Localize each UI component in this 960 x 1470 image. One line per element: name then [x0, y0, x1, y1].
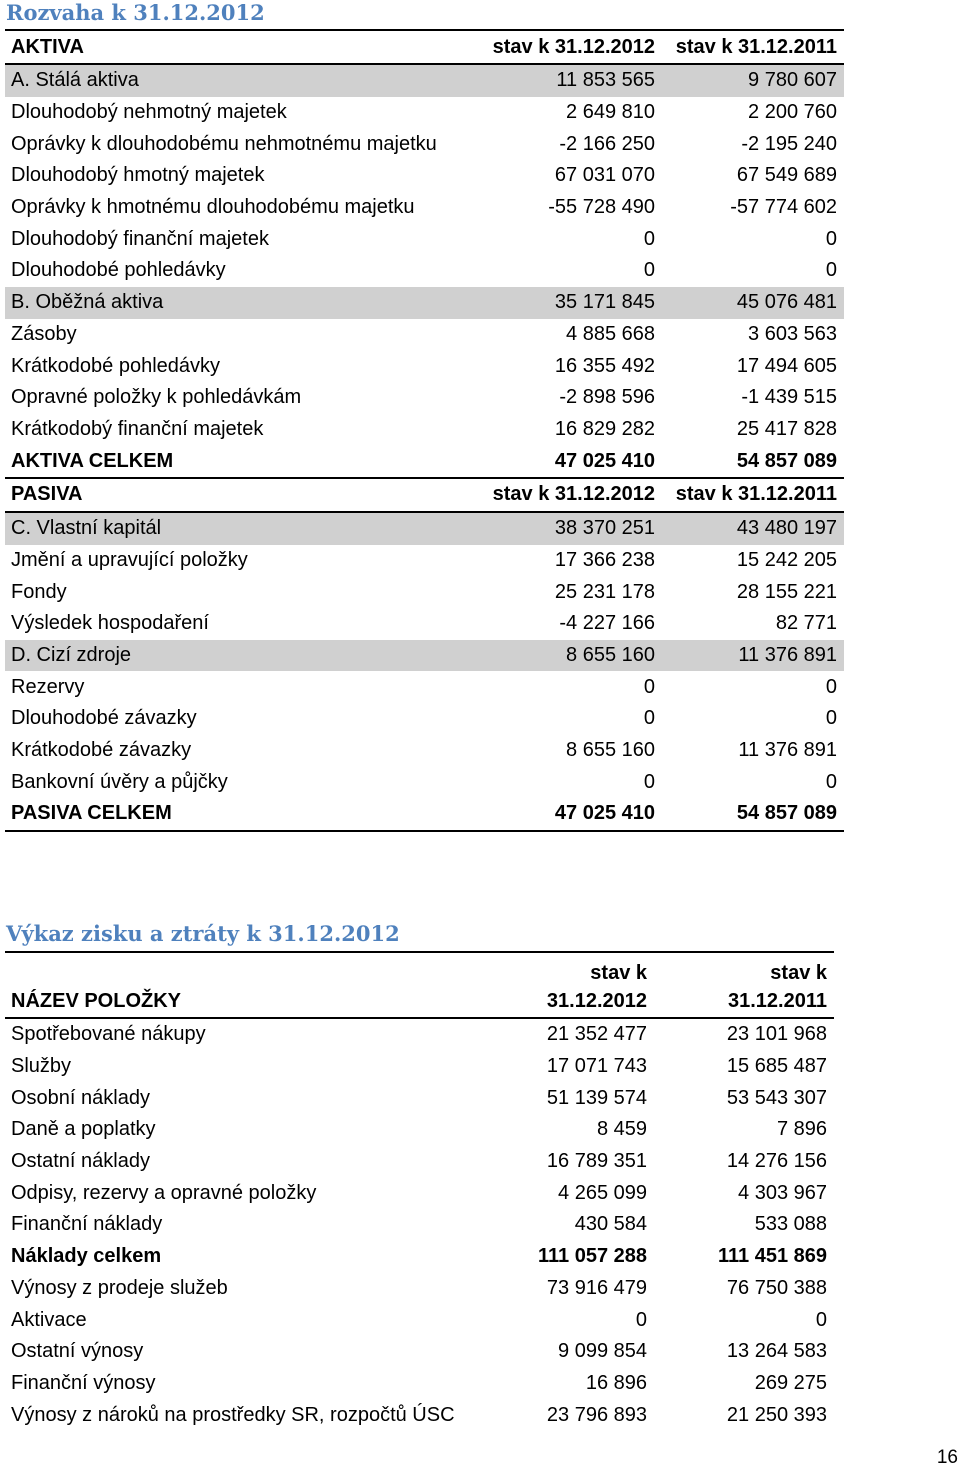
value-2012: 0	[635, 1308, 647, 1331]
row-label: Jmění a upravující položky	[11, 548, 248, 571]
table-row	[5, 608, 844, 640]
table-row	[5, 576, 844, 608]
assets-header-row	[5, 30, 844, 64]
row-label: Služby	[11, 1055, 72, 1078]
costs-total-row	[5, 1241, 834, 1273]
value-2011: 43 480 197	[662, 512, 844, 545]
value-2012: -2 898 596	[559, 386, 655, 409]
value-2012: -4 227 166	[559, 612, 655, 635]
value-2012: 0	[643, 227, 655, 250]
table-row	[5, 1368, 834, 1400]
value-2011: 82 771	[775, 612, 837, 635]
table-row	[5, 192, 844, 224]
value-2011: 28 155 221	[736, 580, 837, 603]
value-2012: 8 459	[596, 1118, 647, 1141]
table-row	[5, 319, 844, 351]
table-row	[5, 1051, 834, 1083]
table-row	[5, 414, 844, 446]
value-2011: 0	[825, 259, 837, 282]
value-2011: 53 543 307	[726, 1086, 827, 1109]
table-row	[5, 1304, 834, 1336]
row-label: Fondy	[11, 580, 67, 603]
row-label: Dlouhodobé pohledávky	[11, 259, 226, 282]
section-label-liabilities: PASIVA	[5, 478, 480, 512]
table-row	[5, 1336, 834, 1368]
table-row	[5, 382, 844, 414]
row-label: Opravné položky k pohledávkám	[11, 386, 302, 409]
value-2011: 0	[825, 227, 837, 250]
column-header-2011: stav k 31.12.2011	[662, 30, 844, 64]
column-header-2012: stav k 31.12.2012	[480, 952, 654, 1018]
table-row	[5, 1177, 834, 1209]
value-2012: 38 370 251	[480, 512, 662, 545]
value-2011: 15 242 205	[736, 548, 837, 571]
row-label: Finanční náklady	[11, 1213, 163, 1236]
balance-sheet-title: Rozvaha k 31.12.2012	[6, 0, 265, 25]
table-row	[5, 223, 844, 255]
value-2011: 9 780 607	[662, 64, 844, 97]
row-label: Výsledek hospodaření	[11, 612, 209, 635]
value-2012: 8 655 160	[480, 640, 662, 672]
row-label: Odpisy, rezervy a opravné položky	[11, 1181, 317, 1204]
value-2012: 23 796 893	[546, 1403, 647, 1426]
liabilities-header-row	[5, 478, 844, 512]
value-2011: 14 276 156	[726, 1150, 827, 1173]
row-label: A. Stálá aktiva	[5, 64, 480, 97]
table-row	[5, 1399, 834, 1431]
value-2011: 15 685 487	[726, 1055, 827, 1078]
value-2012: 16 355 492	[554, 354, 655, 377]
row-label: Aktivace	[11, 1308, 87, 1331]
value-2011: 3 603 563	[748, 322, 837, 345]
value-2012: 9 099 854	[558, 1340, 647, 1363]
value-2012: 0	[643, 707, 655, 730]
value-2011: 0	[825, 707, 837, 730]
table-row	[5, 671, 844, 703]
value-2011: 0	[825, 770, 837, 793]
value-2012: 11 853 565	[480, 64, 662, 97]
value-2011: 67 549 689	[736, 164, 837, 187]
income-statement-title: Výkaz zisku a ztráty k 31.12.2012	[6, 921, 400, 946]
row-label: Krátkodobé závazky	[11, 739, 192, 762]
table-row	[5, 1018, 834, 1051]
page-number: 16	[936, 1447, 958, 1468]
table-row	[5, 128, 844, 160]
row-label: Finanční výnosy	[11, 1371, 156, 1394]
table-row	[5, 640, 844, 672]
row-label: AKTIVA CELKEM	[5, 445, 480, 478]
value-2012: -2 166 250	[559, 132, 655, 155]
value-2012: 21 352 477	[546, 1023, 647, 1046]
value-2011: 0	[815, 1308, 827, 1331]
table-row	[5, 703, 844, 735]
value-2011: 533 088	[754, 1213, 827, 1236]
value-2012: 73 916 479	[546, 1276, 647, 1299]
income-statement-header-row	[5, 952, 834, 1018]
row-label: Dlouhodobý hmotný majetek	[11, 164, 265, 187]
value-2011: 111 451 869	[717, 1245, 827, 1268]
value-2011: 76 750 388	[726, 1276, 827, 1299]
row-label: Daně a poplatky	[11, 1118, 156, 1141]
value-2011: 54 857 089	[662, 445, 844, 478]
table-row	[5, 1273, 834, 1305]
value-2011: 21 250 393	[726, 1403, 827, 1426]
table-row	[5, 287, 844, 319]
row-label: Rezervy	[11, 675, 85, 698]
value-2011: -57 774 602	[730, 196, 837, 219]
value-2012: 0	[643, 675, 655, 698]
row-label: Dlouhodobé závazky	[11, 707, 197, 730]
value-2011: 0	[825, 675, 837, 698]
row-label: Oprávky k dlouhodobému nehmotnému majetku	[11, 132, 437, 155]
income-statement-table	[5, 951, 834, 1431]
table-row	[5, 1146, 834, 1178]
value-2012: 17 071 743	[546, 1055, 647, 1078]
table-row	[5, 350, 844, 382]
row-label: Spotřebované nákupy	[11, 1023, 206, 1046]
value-2012: 0	[643, 259, 655, 282]
row-label: Ostatní výnosy	[11, 1340, 144, 1363]
value-2012: -55 728 490	[548, 196, 655, 219]
row-label: Bankovní úvěry a půjčky	[11, 770, 228, 793]
table-row	[5, 1082, 834, 1114]
value-2012: 67 031 070	[554, 164, 655, 187]
table-row	[5, 766, 844, 798]
value-2012: 16 789 351	[546, 1150, 647, 1173]
value-2012: 8 655 160	[566, 739, 655, 762]
row-label: C. Vlastní kapitál	[5, 512, 480, 545]
value-2011: 25 417 828	[736, 417, 837, 440]
value-2012: 51 139 574	[546, 1086, 647, 1109]
column-header-2012: stav k 31.12.2012	[480, 30, 662, 64]
row-label: Dlouhodobý finanční majetek	[11, 227, 269, 250]
value-2011: 54 857 089	[662, 798, 844, 831]
value-2012: 47 025 410	[480, 445, 662, 478]
row-label: Náklady celkem	[11, 1245, 162, 1268]
value-2011: 11 376 891	[738, 739, 837, 762]
table-row	[5, 64, 844, 97]
row-label: Výnosy z prodeje služeb	[11, 1276, 228, 1299]
row-label: Dlouhodobý nehmotný majetek	[11, 101, 287, 124]
value-2011: 11 376 891	[662, 640, 844, 672]
value-2012: 0	[643, 770, 655, 793]
value-2012: 17 366 238	[554, 548, 655, 571]
row-label: D. Cizí zdroje	[5, 640, 480, 672]
value-2011: 269 275	[754, 1371, 827, 1394]
assets-total-row	[5, 445, 844, 478]
table-row	[5, 97, 844, 129]
value-2011: 4 303 967	[738, 1181, 827, 1204]
liabilities-total-row	[5, 798, 844, 831]
value-2012: 16 896	[585, 1371, 647, 1394]
value-2011: 2 200 760	[748, 101, 837, 124]
value-2011: -1 439 515	[741, 386, 837, 409]
row-label: Krátkodobé pohledávky	[11, 354, 221, 377]
column-header-item-name: NÁZEV POLOŽKY	[5, 952, 480, 1018]
table-row	[5, 160, 844, 192]
row-label: Ostatní náklady	[11, 1150, 150, 1173]
value-2012: 2 649 810	[566, 101, 655, 124]
balance-sheet-table	[5, 29, 844, 832]
value-2011: 23 101 968	[726, 1023, 827, 1046]
table-row	[5, 1114, 834, 1146]
value-2011: 45 076 481	[662, 287, 844, 319]
row-label: Výnosy z nároků na prostředky SR, rozpočtů ÚSC	[11, 1403, 455, 1426]
value-2012: 430 584	[574, 1213, 647, 1236]
row-label: Oprávky k hmotnému dlouhodobému majetku	[11, 196, 415, 219]
section-label-assets: AKTIVA	[5, 30, 480, 64]
table-row	[5, 735, 844, 767]
value-2011: 7 896	[776, 1118, 827, 1141]
column-header-2012: stav k 31.12.2012	[480, 478, 662, 512]
value-2012: 4 265 099	[558, 1181, 647, 1204]
table-row	[5, 1209, 834, 1241]
value-2012: 4 885 668	[566, 322, 655, 345]
column-header-2011: stav k 31.12.2011	[654, 952, 834, 1018]
table-row	[5, 255, 844, 287]
value-2012: 25 231 178	[554, 580, 655, 603]
row-label: Zásoby	[11, 322, 77, 345]
value-2011: 13 264 583	[726, 1340, 827, 1363]
value-2012: 35 171 845	[480, 287, 662, 319]
row-label: Osobní náklady	[11, 1086, 150, 1109]
row-label: B. Oběžná aktiva	[5, 287, 480, 319]
row-label: PASIVA CELKEM	[5, 798, 480, 831]
column-header-2011: stav k 31.12.2011	[662, 478, 844, 512]
row-label: Krátkodobý finanční majetek	[11, 417, 264, 440]
value-2011: -2 195 240	[741, 132, 837, 155]
table-row	[5, 545, 844, 577]
value-2012: 16 829 282	[554, 417, 655, 440]
value-2011: 17 494 605	[736, 354, 837, 377]
value-2012: 111 057 288	[537, 1245, 647, 1268]
value-2012: 47 025 410	[480, 798, 662, 831]
table-row	[5, 512, 844, 545]
